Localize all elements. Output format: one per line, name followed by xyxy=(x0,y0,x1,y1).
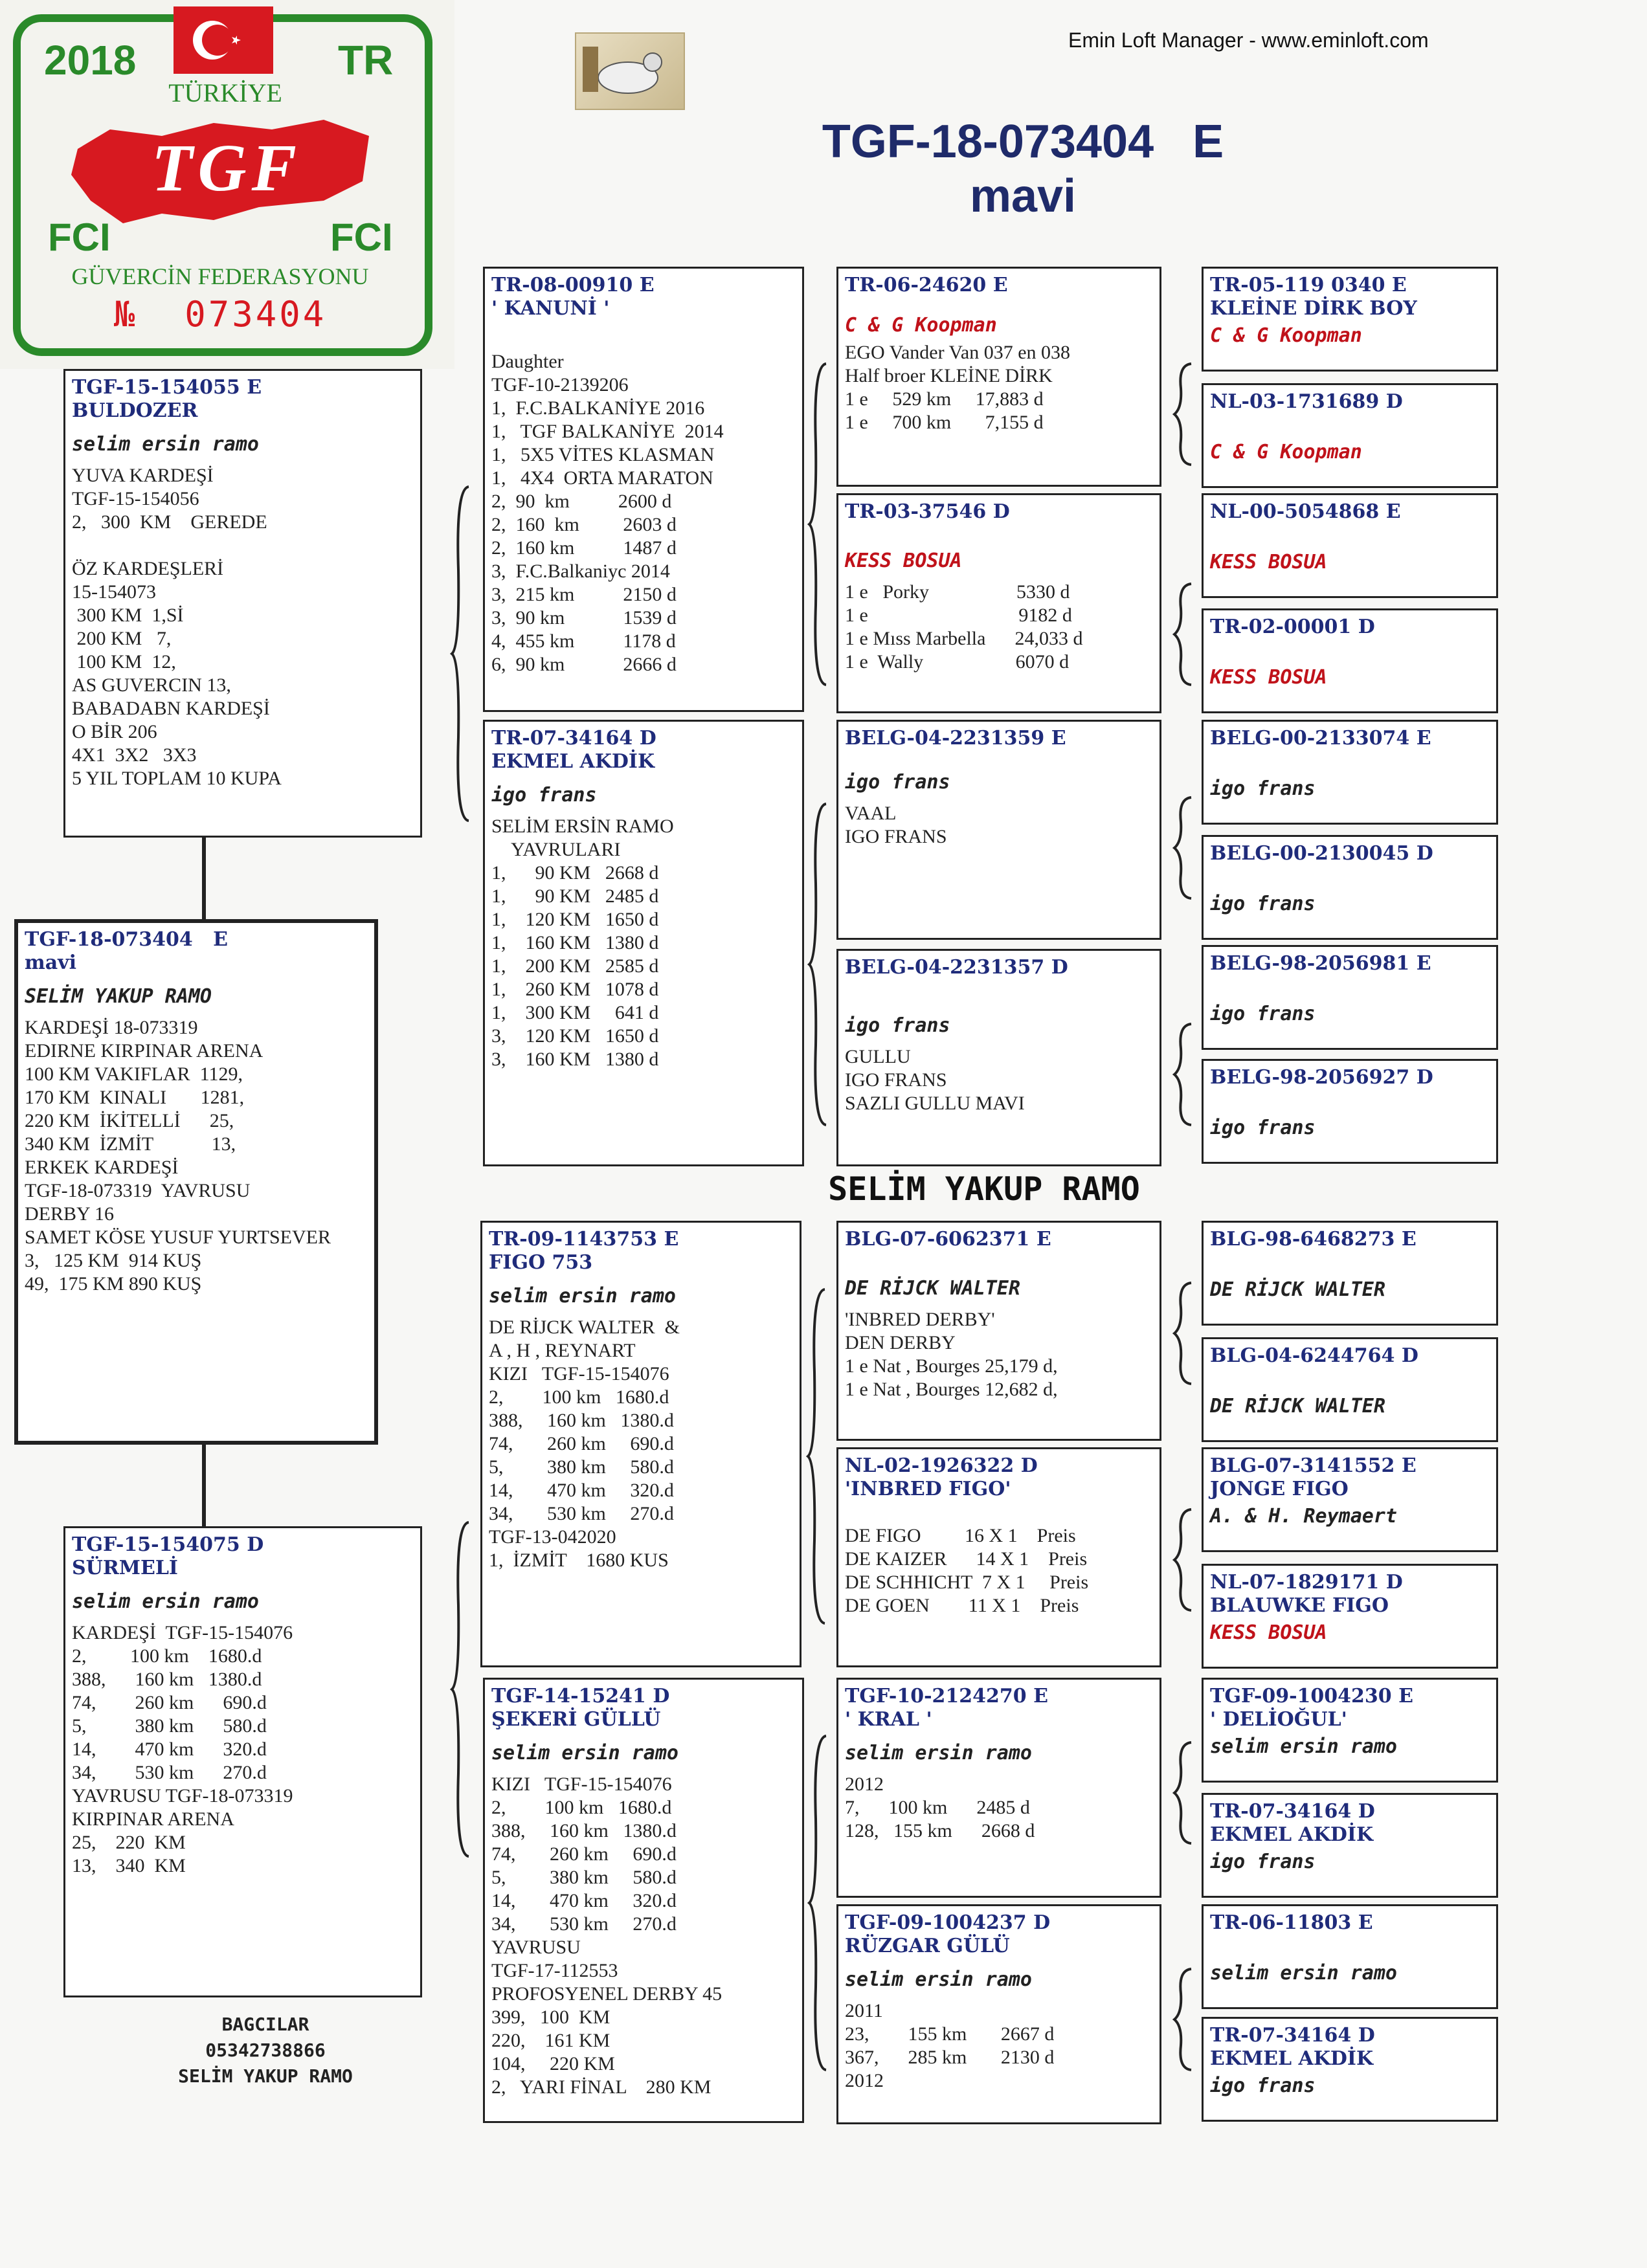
ggp-ring: BLG-07-6062371 E xyxy=(845,1228,1051,1251)
ggp-details: DE FIGO 16 X 1 Preis DE KAIZER 14 X 1 Preis DE SCHHICHT 7 X 1 Preis DE GOEN 11 X 1 Preis xyxy=(845,1525,1089,1616)
ggp-owner: DE RİJCK WALTER xyxy=(845,1277,1020,1300)
gggp-owner: A. & H. Reymaert xyxy=(1210,1505,1397,1528)
gggp-ring: TGF-09-1004230 E ' DELİOĞUL' xyxy=(1210,1685,1413,1731)
ggp-ring: BELG-04-2231357 D xyxy=(845,956,1068,979)
gggp-ring: NL-07-1829171 D BLAUWKE FIGO xyxy=(1210,1571,1403,1617)
brace-icon xyxy=(1172,796,1198,900)
brace-icon xyxy=(807,1735,833,2071)
great-great-grandparent-card xyxy=(1202,720,1498,825)
great-great-grandparent-card xyxy=(1202,267,1498,372)
great-great-grandparent-card xyxy=(1202,1059,1498,1164)
gp-owner: selim ersin ramo xyxy=(491,1742,678,1764)
gp-ring: TR-09-1143753 E FIGO 753 xyxy=(489,1228,679,1274)
grandparent-card xyxy=(480,1221,801,1667)
gggp-ring: BLG-98-6468273 E xyxy=(1210,1228,1417,1251)
grandparent-card xyxy=(483,267,804,712)
gggp-owner: selim ersin ramo xyxy=(1210,1962,1397,1984)
gggp-owner: C & G Koopman xyxy=(1210,441,1362,463)
great-grandparent-card xyxy=(836,267,1161,487)
great-great-grandparent-card xyxy=(1202,608,1498,713)
contact-block xyxy=(117,2012,414,2089)
gggp-owner: igo frans xyxy=(1210,1117,1316,1139)
site-credit: Emin Loft Manager - www.eminloft.com xyxy=(1068,28,1429,52)
ggp-details: 1 e Porky 5330 d 1 e 9182 d 1 e Mıss Marbella 24,033 d 1 e Wally 6070 d xyxy=(845,581,1083,673)
brace-icon xyxy=(1172,1968,1198,2071)
grandparent-card xyxy=(483,720,804,1166)
gp-details: Daughter TGF-10-2139206 1, F.C.BALKANİYE 2016 1, TGF BALKANİYE 2014 1, 5X5 VİTES KLASMAN 1, 4X4 ORTA MARATON 2, 90 km 2600 d 2, 160 km 2603 d 2, 160 km 1487 d 3, F.C.Balkaniyc 2014 3, 215 km 2150 d 3, 90 km 1539 d 4, 455 km 1178 d 6, 90 km 2666 d xyxy=(491,351,724,675)
brace-icon xyxy=(807,362,833,686)
gp-ring: TR-08-00910 E ' KANUNİ ' xyxy=(491,274,655,320)
ggp-ring: TGF-09-1004237 D RÜZGAR GÜLÜ xyxy=(845,1911,1051,1957)
gp-details: SELİM ERSİN RAMO YAVRULARI 1, 90 KM 2668 d 1, 90 KM 2485 d 1, 120 KM 1650 d 1, 160 KM 1380 d 1, 200 KM 2585 d 1, 260 KM 1078 d 1, 300 KM 641 d 3, 120 KM 1650 d 3, 160 KM 1380 d xyxy=(491,816,674,1070)
gp-ring: TR-07-34164 D EKMEL AKDİK xyxy=(491,727,656,773)
gggp-ring: NL-00-5054868 E xyxy=(1210,500,1401,523)
brace-icon xyxy=(1172,583,1198,686)
gggp-owner: KESS BOSUA xyxy=(1210,666,1327,689)
sire-owner: selim ersin ramo xyxy=(72,433,259,456)
ggp-owner: KESS BOSUA xyxy=(845,550,962,572)
gggp-owner: igo frans xyxy=(1210,1003,1316,1025)
gp-ring: TGF-14-15241 D ŞEKERİ GÜLLÜ xyxy=(491,1685,670,1731)
breeder-name: SELİM YAKUP RAMO xyxy=(828,1170,1140,1208)
subject-pigeon-card xyxy=(14,919,378,1445)
great-grandparent-card xyxy=(836,493,1161,713)
dam-card xyxy=(63,1526,422,1997)
great-great-grandparent-card xyxy=(1202,835,1498,940)
brace-icon xyxy=(1172,362,1198,466)
gggp-ring: BELG-98-2056927 D xyxy=(1210,1066,1433,1089)
brace-icon xyxy=(1172,1023,1198,1126)
ggp-details: 'INBRED DERBY' DEN DERBY 1 e Nat , Bourges 25,179 d, 1 e Nat , Bourges 12,682 d, xyxy=(845,1309,1058,1400)
ggp-owner: selim ersin ramo xyxy=(845,1742,1032,1764)
gp-owner: selim ersin ramo xyxy=(489,1285,676,1307)
subject-owner: SELİM YAKUP RAMO xyxy=(25,985,212,1008)
gggp-ring: TR-06-11803 E xyxy=(1210,1911,1373,1934)
gggp-owner: C & G Koopman xyxy=(1210,324,1362,347)
gggp-ring: BLG-07-3141552 E JONGE FIGO xyxy=(1210,1454,1417,1500)
brace-icon xyxy=(1172,1741,1198,1845)
great-great-grandparent-card xyxy=(1202,945,1498,1050)
badge-fci-right: FCI xyxy=(330,216,393,259)
gggp-owner: DE RİJCK WALTER xyxy=(1210,1395,1385,1418)
gggp-owner: DE RİJCK WALTER xyxy=(1210,1278,1385,1301)
brace-icon xyxy=(805,1288,831,1625)
great-grandparent-card xyxy=(836,720,1161,940)
ggp-owner: C & G Koopman xyxy=(845,314,997,337)
great-great-grandparent-card xyxy=(1202,383,1498,488)
federation-badge xyxy=(0,0,454,369)
contact-phone: 05342738866 xyxy=(205,2040,326,2061)
great-great-grandparent-card xyxy=(1202,1337,1498,1442)
ggp-owner: igo frans xyxy=(845,1014,950,1037)
badge-country-name: TÜRKİYE xyxy=(168,78,282,107)
page-subtitle: mavi xyxy=(969,170,1077,222)
great-great-grandparent-card xyxy=(1202,493,1498,598)
ggp-ring: TR-03-37546 D xyxy=(845,500,1010,523)
gggp-ring: TR-02-00001 D xyxy=(1210,616,1375,638)
gggp-ring: NL-03-1731689 D xyxy=(1210,390,1403,413)
badge-number: № 073404 xyxy=(113,294,327,335)
great-great-grandparent-card xyxy=(1202,1793,1498,1898)
great-great-grandparent-card xyxy=(1202,2017,1498,2122)
gggp-ring: TR-07-34164 D EKMEL AKDİK xyxy=(1210,2024,1375,2070)
subject-ring: TGF-18-073404 E mavi xyxy=(25,928,228,974)
gggp-ring: BLG-04-6244764 D xyxy=(1210,1344,1418,1367)
brace-icon xyxy=(807,803,833,1126)
gggp-owner: KESS BOSUA xyxy=(1210,551,1327,573)
sire-details: YUVA KARDEŞİ TGF-15-154056 2, 300 KM GEREDE ÖZ KARDEŞLERİ 15-154073 300 KM 1,Sİ 200 KM 7, 100 KM 12, AS GUVERCIN 13, BABADABN KARDEŞİ O BİR 206 4X1 3X2 3X3 5 YIL TOPLAM 10 KUPA xyxy=(72,465,282,789)
great-grandparent-card xyxy=(836,1904,1161,2124)
connector-line xyxy=(202,1445,206,1526)
gggp-owner: igo frans xyxy=(1210,2074,1316,2097)
badge-fci-left: FCI xyxy=(48,216,111,259)
sire-card xyxy=(63,369,422,838)
brace-icon xyxy=(449,1521,475,1858)
great-grandparent-card xyxy=(836,1221,1161,1441)
subject-details: KARDEŞİ 18-073319 EDIRNE KIRPINAR ARENA 100 KM VAKIFLAR 1129, 170 KM KINALI 1281, 220 KM İKİTELLİ 25, 340 KM İZMİT 13, ERKEK KARDEŞİ TGF-18-073319 YAVRUSU DERBY 16 SAMET KÖSE YUSUF YURTSEVER 3, 125 KM 914 KUŞ 49, 175 KM 890 KUŞ xyxy=(25,1017,331,1295)
great-grandparent-card xyxy=(836,1678,1161,1898)
ggp-ring: TGF-10-2124270 E ' KRAL ' xyxy=(845,1685,1048,1731)
ggp-owner: igo frans xyxy=(845,771,950,794)
gggp-owner: igo frans xyxy=(1210,893,1316,915)
gggp-owner: igo frans xyxy=(1210,1851,1316,1873)
pigeon-stamp-image xyxy=(575,32,685,110)
great-great-grandparent-card xyxy=(1202,1678,1498,1783)
ggp-details: 2012 7, 100 km 2485 d 128, 155 km 2668 d xyxy=(845,1773,1035,1841)
turkish-flag-icon xyxy=(174,6,273,74)
ggp-ring: NL-02-1926322 D 'INBRED FIGO' xyxy=(845,1454,1038,1500)
ggp-details: 2011 23, 155 km 2667 d 367, 285 km 2130 d 2012 xyxy=(845,2000,1055,2091)
gggp-ring: BELG-00-2133074 E xyxy=(1210,727,1431,750)
brace-icon xyxy=(1172,1282,1198,1385)
ggp-ring: BELG-04-2231359 E xyxy=(845,727,1066,750)
badge-country: TR xyxy=(338,37,394,83)
dam-owner: selim ersin ramo xyxy=(72,1590,259,1613)
gggp-ring: BELG-00-2130045 D xyxy=(1210,842,1433,865)
ggp-details: VAAL IGO FRANS xyxy=(845,803,947,847)
badge-org: TGF xyxy=(151,131,302,205)
great-great-grandparent-card xyxy=(1202,1904,1498,2009)
brace-icon xyxy=(449,485,475,822)
sire-ring: TGF-15-154055 E BULDOZER xyxy=(72,376,262,422)
gggp-ring: BELG-98-2056981 E xyxy=(1210,952,1431,975)
gp-details: DE RİJCK WALTER & A , H , REYNART KIZI TGF-15-154076 2, 100 km 1680.d 388, 160 km 1380.d 74, 260 km 690.d 5, 380 km 580.d 14, 470 km 320.d 34, 530 km 270.d TGF-13-042020 1, İZMİT 1680 KUS xyxy=(489,1317,680,1571)
connector-line xyxy=(202,838,206,919)
great-great-grandparent-card xyxy=(1202,1564,1498,1669)
gggp-ring: TR-07-34164 D EKMEL AKDİK xyxy=(1210,1800,1375,1846)
gggp-ring: TR-05-119 0340 E KLEİNE DİRK BOY xyxy=(1210,274,1417,320)
badge-federation: GÜVERCİN FEDERASYONU xyxy=(71,263,369,289)
badge-year: 2018 xyxy=(44,37,137,83)
great-great-grandparent-card xyxy=(1202,1447,1498,1552)
great-great-grandparent-card xyxy=(1202,1221,1498,1326)
contact-city: BAGCILAR xyxy=(221,2014,309,2035)
ggp-details: EGO Vander Van 037 en 038 Half broer KLEİNE DİRK 1 e 529 km 17,883 d 1 e 700 km 7,155 d xyxy=(845,342,1071,433)
gggp-owner: KESS BOSUA xyxy=(1210,1621,1327,1644)
ggp-details: GULLU IGO FRANS SAZLI GULLU MAVI xyxy=(845,1046,1025,1114)
ggp-owner: selim ersin ramo xyxy=(845,1968,1032,1991)
ggp-ring: TR-06-24620 E xyxy=(845,274,1008,296)
great-grandparent-card xyxy=(836,1447,1161,1667)
dam-details: KARDEŞİ TGF-15-154076 2, 100 km 1680.d 388, 160 km 1380.d 74, 260 km 690.d 5, 380 km 580.d 14, 470 km 320.d 34, 530 km 270.d YAVRUSU TGF-18-073319 KIRPINAR ARENA 25, 220 KM 13, 340 KM xyxy=(72,1622,293,1876)
gggp-owner: selim ersin ramo xyxy=(1210,1735,1397,1758)
brace-icon xyxy=(1172,1508,1198,1612)
contact-name: SELİM YAKUP RAMO xyxy=(178,2065,353,2087)
grandparent-card xyxy=(483,1678,804,2123)
gp-owner: igo frans xyxy=(491,784,597,806)
gp-details: KIZI TGF-15-154076 2, 100 km 1680.d 388, 160 km 1380.d 74, 260 km 690.d 5, 380 km 580.d 14, 470 km 320.d 34, 530 km 270.d YAVRUSU TGF-17-112553 PROFOSYENEL DERBY 45 399, 100 KM 220, 161 KM 104, 220 KM 2, YARI FİNAL 280 KM xyxy=(491,1773,723,2098)
page-title: TGF-18-073404 E xyxy=(822,116,1224,168)
great-grandparent-card xyxy=(836,949,1161,1166)
gggp-owner: igo frans xyxy=(1210,777,1316,800)
dam-ring: TGF-15-154075 D SÜRMELİ xyxy=(72,1533,264,1579)
